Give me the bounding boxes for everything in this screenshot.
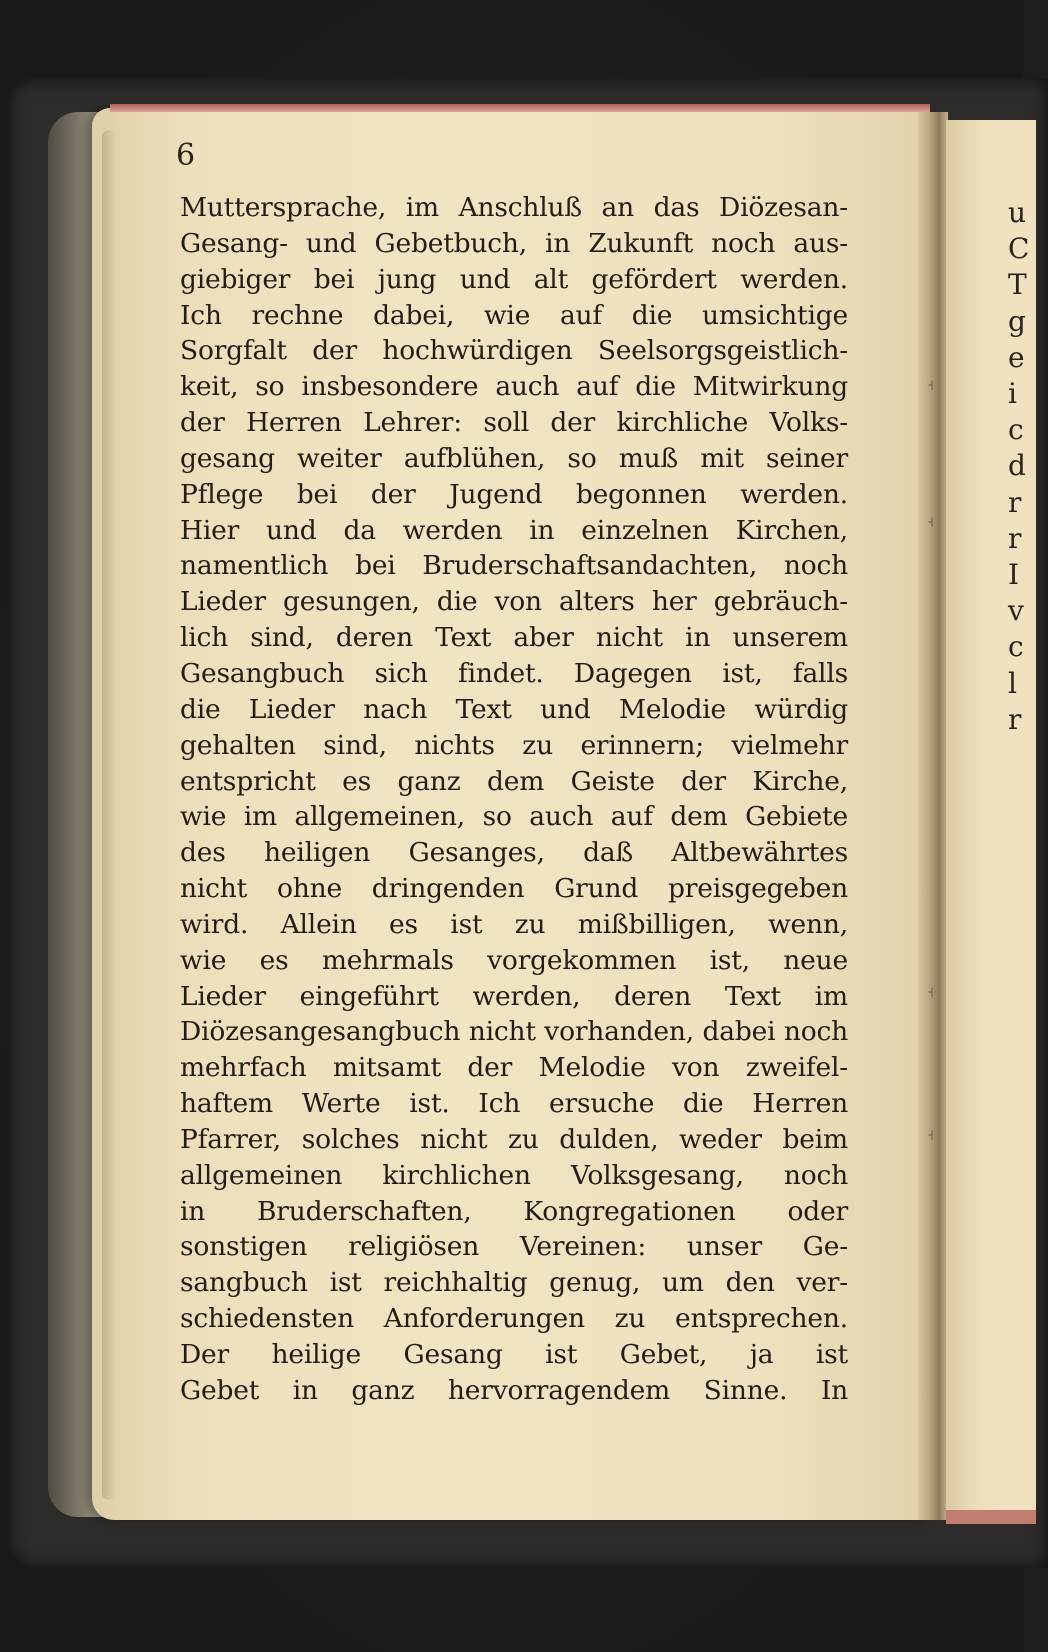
stitch-mark: ˧	[927, 515, 934, 531]
text-line: in Bruderschaften, Kongregationen oder	[180, 1195, 848, 1227]
text-line: lich sind, deren Text aber nicht in unserem	[180, 622, 848, 654]
facing-page-letter: g	[1008, 304, 1026, 338]
text-line: Sorgfalt der hochwürdigen Seelsorgsgeistlich-	[180, 335, 848, 367]
facing-page-letter: r	[1008, 521, 1022, 555]
red-page-edge	[110, 104, 930, 112]
text-line: Gesangbuch sich findet. Dagegen ist, falls	[180, 657, 848, 689]
text-line: giebiger bei jung und alt gefördert werden.	[180, 263, 848, 295]
facing-page-letter: r	[1008, 702, 1022, 736]
text-line: haftem Werte ist. Ich ersuche die Herren	[180, 1088, 848, 1120]
text-line: gesang weiter aufblühen, so muß mit seiner	[180, 442, 848, 474]
text-line: keit, so insbesondere auch auf die Mitwirkung	[180, 371, 848, 403]
page-number: 6	[176, 138, 196, 173]
facing-page-letter: l	[1008, 666, 1017, 700]
text-line: wie es mehrmals vorgekommen ist, neue	[180, 944, 848, 976]
facing-page-letter: r	[1008, 485, 1022, 519]
text-line: Der heilige Gesang ist Gebet, ja ist	[180, 1339, 848, 1370]
facing-page-letter: T	[1008, 268, 1027, 302]
text-line: sangbuch ist reichhaltig genug, um den ver-	[180, 1267, 848, 1299]
text-line: wird. Allein es ist zu mißbilligen, wenn,	[180, 908, 848, 940]
text-line: Ich rechne dabei, wie auf die umsichtige	[180, 299, 848, 331]
stitch-mark: ˧	[927, 985, 934, 1001]
facing-page-letter: e	[1008, 340, 1025, 374]
text-line: der Herren Lehrer: soll der kirchliche Volks-	[180, 407, 848, 439]
facing-page-letter: c	[1008, 413, 1024, 447]
stitch-mark: ˧	[927, 1128, 934, 1144]
text-line: Pfarrer, solches nicht zu dulden, weder beim	[180, 1123, 848, 1155]
text-line: gehalten sind, nichts zu erinnern; vielmehr	[180, 729, 848, 761]
text-line: des heiligen Gesanges, daß Altbewährtes	[180, 837, 848, 869]
text-line: Lieder gesungen, die von alters her gebräuch-	[180, 586, 848, 618]
facing-page-letter: C	[1008, 232, 1030, 266]
text-line: sonstigen religiösen Vereinen: unser Ge-	[180, 1231, 848, 1263]
text-line: Muttersprache, im Anschluß an das Diözesan-	[180, 192, 848, 223]
stitch-mark: ˧	[927, 378, 934, 394]
facing-page-letter: I	[1008, 558, 1020, 592]
facing-page-letter: d	[1008, 449, 1026, 483]
facing-page-red-edge	[946, 1510, 1036, 1524]
text-line: nicht ohne dringenden Grund preisgegeben	[180, 873, 848, 905]
text-line: namentlich bei Bruderschaftsandachten, noch	[180, 550, 848, 582]
facing-page-letter: c	[1008, 630, 1024, 664]
facing-page-letter: i	[1008, 377, 1017, 411]
text-line: Gebet in ganz hervorragendem Sinne. In	[180, 1374, 848, 1406]
text-line: entspricht es ganz dem Geiste der Kirche,	[180, 765, 848, 797]
text-line: Hier und da werden in einzelnen Kirchen,	[180, 514, 848, 546]
facing-page-letters	[1008, 195, 1029, 738]
text-line: wie im allgemeinen, so auch auf dem Gebiete	[180, 801, 848, 833]
text-line: Diözesangesangbuch nicht vorhanden, dabei noch	[180, 1016, 848, 1048]
facing-page-letter: u	[1008, 196, 1027, 229]
page-text	[180, 190, 848, 1409]
text-line: Gesang- und Gebetbuch, in Zukunft noch aus-	[180, 227, 848, 259]
text-line: die Lieder nach Text und Melodie würdig	[180, 693, 848, 725]
text-line: schiedensten Anforderungen zu entsprechen.	[180, 1303, 848, 1335]
text-line: Pflege bei der Jugend begonnen werden.	[180, 478, 848, 510]
text-line: mehrfach mitsamt der Melodie von zweifel-	[180, 1052, 848, 1084]
facing-page-letter: v	[1008, 594, 1024, 628]
text-line: allgemeinen kirchlichen Volksgesang, noch	[180, 1159, 848, 1191]
text-line: Lieder eingeführt werden, deren Text im	[180, 980, 848, 1012]
book-gutter	[918, 112, 948, 1520]
